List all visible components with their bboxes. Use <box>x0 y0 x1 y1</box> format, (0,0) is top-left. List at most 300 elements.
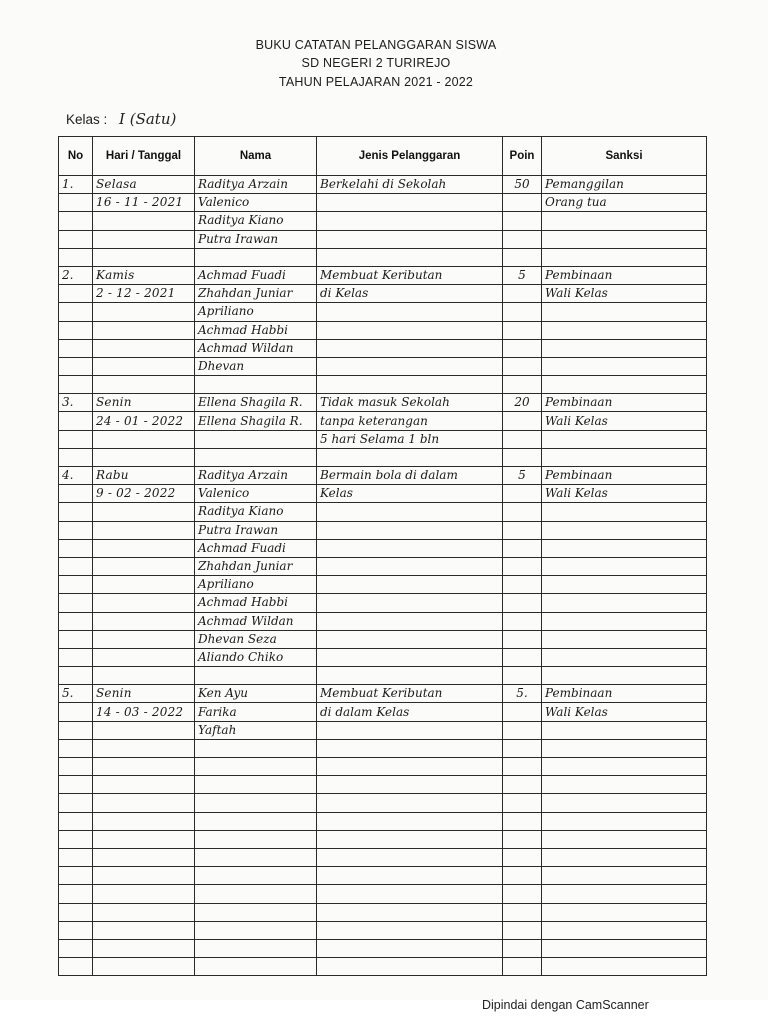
cell-points <box>503 630 542 648</box>
violation-table <box>58 136 707 976</box>
cell-sanction: Wali Kelas <box>542 703 707 721</box>
cell-points <box>503 448 542 466</box>
cell-date <box>93 357 195 375</box>
cell-date <box>93 212 195 230</box>
table-row <box>59 321 707 339</box>
table-row <box>59 430 707 448</box>
cell-points <box>503 539 542 557</box>
cell-date <box>93 521 195 539</box>
cell-points <box>503 285 542 303</box>
cell-violation <box>317 903 503 921</box>
cell-points <box>503 248 542 266</box>
cell-date <box>93 503 195 521</box>
cell-sanction: Pembinaan <box>542 685 707 703</box>
cell-points <box>503 194 542 212</box>
cell-points <box>503 303 542 321</box>
cell-date: Kamis <box>93 266 195 284</box>
cell-name: Ken Ayu <box>195 685 317 703</box>
table-row <box>59 612 707 630</box>
cell-points <box>503 794 542 812</box>
cell-no <box>59 739 93 757</box>
cell-sanction: Wali Kelas <box>542 485 707 503</box>
cell-name: Yaftah <box>195 721 317 739</box>
cell-violation <box>317 667 503 685</box>
cell-date <box>93 230 195 248</box>
cell-no <box>59 376 93 394</box>
cell-date <box>93 885 195 903</box>
cell-sanction <box>542 557 707 575</box>
cell-name <box>195 794 317 812</box>
cell-violation <box>317 867 503 885</box>
cell-no <box>59 448 93 466</box>
cell-date <box>93 921 195 939</box>
cell-name <box>195 430 317 448</box>
table-row <box>59 412 707 430</box>
table-row <box>59 758 707 776</box>
cell-name <box>195 885 317 903</box>
cell-points <box>503 939 542 957</box>
cell-sanction <box>542 303 707 321</box>
camscanner-watermark: Dipindai dengan CamScanner <box>482 998 649 1012</box>
table-row <box>59 685 707 703</box>
cell-date <box>93 430 195 448</box>
cell-sanction <box>542 430 707 448</box>
cell-violation: tanpa keterangan <box>317 412 503 430</box>
cell-violation <box>317 557 503 575</box>
cell-sanction <box>542 867 707 885</box>
table-row <box>59 467 707 485</box>
table-row <box>59 176 707 194</box>
cell-no <box>59 721 93 739</box>
table-row <box>59 576 707 594</box>
table-row <box>59 867 707 885</box>
cell-date: Senin <box>93 394 195 412</box>
cell-points: 5. <box>503 685 542 703</box>
cell-sanction <box>542 576 707 594</box>
cell-sanction <box>542 612 707 630</box>
cell-no <box>59 776 93 794</box>
table-row <box>59 376 707 394</box>
cell-name <box>195 667 317 685</box>
cell-points <box>503 376 542 394</box>
school-name: SD NEGERI 2 TURIREJO <box>301 56 451 70</box>
cell-violation <box>317 521 503 539</box>
cell-violation <box>317 303 503 321</box>
cell-name: Dhevan Seza <box>195 630 317 648</box>
cell-no <box>59 848 93 866</box>
table-row <box>59 812 707 830</box>
column-header-points: Poin <box>503 137 542 176</box>
table-row <box>59 212 707 230</box>
cell-points <box>503 576 542 594</box>
cell-no <box>59 412 93 430</box>
cell-name: Raditya Kiano <box>195 212 317 230</box>
cell-sanction <box>542 903 707 921</box>
cell-date <box>93 612 195 630</box>
cell-no <box>59 939 93 957</box>
cell-date <box>93 630 195 648</box>
cell-sanction: Orang tua <box>542 194 707 212</box>
cell-points <box>503 594 542 612</box>
table-row <box>59 539 707 557</box>
academic-year: TAHUN PELAJARAN 2021 - 2022 <box>278 75 474 89</box>
cell-points <box>503 830 542 848</box>
cell-violation <box>317 776 503 794</box>
cell-no <box>59 758 93 776</box>
cell-no: 4. <box>59 467 93 485</box>
cell-no <box>59 576 93 594</box>
cell-date: 9 - 02 - 2022 <box>93 485 195 503</box>
cell-date: Senin <box>93 685 195 703</box>
cell-name: Achmad Habbi <box>195 594 317 612</box>
cell-sanction <box>542 448 707 466</box>
cell-name: Ellena Shagila R. <box>195 412 317 430</box>
cell-name: Achmad Fuadi <box>195 539 317 557</box>
cell-name: Achmad Habbi <box>195 321 317 339</box>
cell-sanction <box>542 339 707 357</box>
cell-name: Achmad Fuadi <box>195 266 317 284</box>
table-row <box>59 739 707 757</box>
cell-no <box>59 612 93 630</box>
table-row <box>59 230 707 248</box>
table-row <box>59 794 707 812</box>
cell-no <box>59 539 93 557</box>
table-row <box>59 848 707 866</box>
cell-points <box>503 612 542 630</box>
cell-points <box>503 503 542 521</box>
cell-name <box>195 739 317 757</box>
cell-name: Zhahdan Juniar <box>195 557 317 575</box>
cell-name: Putra Irawan <box>195 230 317 248</box>
cell-date: Rabu <box>93 467 195 485</box>
cell-no <box>59 703 93 721</box>
cell-name: Apriliano <box>195 576 317 594</box>
cell-date: 16 - 11 - 2021 <box>93 194 195 212</box>
cell-points: 50 <box>503 176 542 194</box>
cell-name <box>195 776 317 794</box>
cell-violation: di dalam Kelas <box>317 703 503 721</box>
cell-no <box>59 667 93 685</box>
table-row <box>59 248 707 266</box>
cell-points <box>503 667 542 685</box>
table-row <box>59 958 707 976</box>
cell-no: 2. <box>59 266 93 284</box>
column-header-violation: Jenis Pelanggaran <box>317 137 503 176</box>
table-row <box>59 339 707 357</box>
table-row <box>59 667 707 685</box>
table-row <box>59 503 707 521</box>
table-row <box>59 921 707 939</box>
cell-date <box>93 776 195 794</box>
cell-no <box>59 557 93 575</box>
cell-violation: Membuat Keributan <box>317 266 503 284</box>
cell-violation <box>317 212 503 230</box>
cell-points <box>503 703 542 721</box>
cell-date <box>93 848 195 866</box>
cell-points <box>503 557 542 575</box>
cell-points: 5 <box>503 467 542 485</box>
cell-sanction <box>542 321 707 339</box>
cell-points <box>503 521 542 539</box>
cell-no <box>59 648 93 666</box>
cell-name <box>195 812 317 830</box>
cell-name: Raditya Arzain <box>195 176 317 194</box>
cell-violation <box>317 339 503 357</box>
table-row <box>59 521 707 539</box>
cell-name: Ellena Shagila R. <box>195 394 317 412</box>
cell-no <box>59 285 93 303</box>
cell-points <box>503 412 542 430</box>
class-label: Kelas : <box>66 112 108 127</box>
cell-points <box>503 321 542 339</box>
cell-violation <box>317 812 503 830</box>
cell-name: Putra Irawan <box>195 521 317 539</box>
cell-date <box>93 576 195 594</box>
table-row <box>59 648 707 666</box>
cell-sanction: Wali Kelas <box>542 412 707 430</box>
cell-violation <box>317 248 503 266</box>
cell-sanction <box>542 648 707 666</box>
class-line <box>66 110 176 128</box>
cell-no <box>59 248 93 266</box>
cell-violation <box>317 721 503 739</box>
cell-violation <box>317 885 503 903</box>
class-value: I (Satu) <box>119 110 177 128</box>
cell-points <box>503 648 542 666</box>
cell-sanction: Pembinaan <box>542 266 707 284</box>
table-row <box>59 939 707 957</box>
cell-name <box>195 848 317 866</box>
cell-date: Selasa <box>93 176 195 194</box>
cell-name <box>195 921 317 939</box>
document-title: BUKU CATATAN PELANGGARAN SISWA <box>255 38 497 52</box>
cell-name: Achmad Wildan <box>195 612 317 630</box>
table-header-row <box>59 137 707 176</box>
cell-violation <box>317 539 503 557</box>
table-row <box>59 485 707 503</box>
cell-sanction <box>542 376 707 394</box>
cell-no <box>59 903 93 921</box>
cell-date <box>93 448 195 466</box>
cell-sanction <box>542 248 707 266</box>
cell-date <box>93 303 195 321</box>
cell-sanction: Pembinaan <box>542 467 707 485</box>
cell-no <box>59 194 93 212</box>
cell-sanction: Wali Kelas <box>542 285 707 303</box>
cell-date <box>93 648 195 666</box>
cell-sanction: Pembinaan <box>542 394 707 412</box>
cell-points: 5 <box>503 266 542 284</box>
cell-date: 2 - 12 - 2021 <box>93 285 195 303</box>
cell-points <box>503 758 542 776</box>
cell-sanction <box>542 848 707 866</box>
cell-sanction <box>542 758 707 776</box>
cell-points: 20 <box>503 394 542 412</box>
column-header-date: Hari / Tanggal <box>93 137 195 176</box>
cell-sanction <box>542 812 707 830</box>
cell-name <box>195 248 317 266</box>
cell-no <box>59 230 93 248</box>
cell-no <box>59 830 93 848</box>
cell-sanction <box>542 721 707 739</box>
cell-date <box>93 248 195 266</box>
cell-sanction <box>542 594 707 612</box>
column-header-name: Nama <box>195 137 317 176</box>
table-row <box>59 776 707 794</box>
table-row <box>59 903 707 921</box>
cell-no <box>59 594 93 612</box>
cell-violation <box>317 758 503 776</box>
cell-sanction <box>542 521 707 539</box>
cell-sanction <box>542 885 707 903</box>
cell-violation <box>317 630 503 648</box>
cell-name: Achmad Wildan <box>195 339 317 357</box>
cell-name: Valenico <box>195 194 317 212</box>
table-row <box>59 194 707 212</box>
column-header-sanction: Sanksi <box>542 137 707 176</box>
cell-name <box>195 867 317 885</box>
cell-violation <box>317 230 503 248</box>
cell-violation: di Kelas <box>317 285 503 303</box>
cell-points <box>503 776 542 794</box>
cell-points <box>503 812 542 830</box>
cell-sanction <box>542 794 707 812</box>
cell-name: Apriliano <box>195 303 317 321</box>
cell-sanction <box>542 830 707 848</box>
cell-no <box>59 212 93 230</box>
cell-points <box>503 430 542 448</box>
cell-violation <box>317 739 503 757</box>
cell-sanction <box>542 503 707 521</box>
cell-points <box>503 339 542 357</box>
cell-no: 3. <box>59 394 93 412</box>
cell-no: 5. <box>59 685 93 703</box>
cell-name <box>195 939 317 957</box>
cell-date <box>93 539 195 557</box>
cell-violation <box>317 321 503 339</box>
cell-name: Valenico <box>195 485 317 503</box>
table-row <box>59 721 707 739</box>
cell-violation: Membuat Keributan <box>317 685 503 703</box>
cell-violation <box>317 958 503 976</box>
cell-date <box>93 667 195 685</box>
cell-violation: Bermain bola di dalam <box>317 467 503 485</box>
table-row <box>59 594 707 612</box>
cell-sanction <box>542 230 707 248</box>
cell-violation <box>317 612 503 630</box>
cell-date <box>93 376 195 394</box>
table-row <box>59 285 707 303</box>
cell-points <box>503 212 542 230</box>
cell-date <box>93 867 195 885</box>
cell-date: 24 - 01 - 2022 <box>93 412 195 430</box>
cell-date <box>93 758 195 776</box>
cell-sanction <box>542 212 707 230</box>
cell-date <box>93 321 195 339</box>
cell-sanction <box>542 921 707 939</box>
cell-violation: 5 hari Selama 1 bln <box>317 430 503 448</box>
table-row <box>59 448 707 466</box>
cell-date <box>93 339 195 357</box>
cell-violation: Tidak masuk Sekolah <box>317 394 503 412</box>
cell-name <box>195 958 317 976</box>
cell-date <box>93 794 195 812</box>
cell-name <box>195 758 317 776</box>
cell-violation: Kelas <box>317 485 503 503</box>
cell-points <box>503 958 542 976</box>
cell-name: Raditya Kiano <box>195 503 317 521</box>
cell-violation <box>317 939 503 957</box>
cell-date: 14 - 03 - 2022 <box>93 703 195 721</box>
cell-name: Aliando Chiko <box>195 648 317 666</box>
cell-sanction <box>542 667 707 685</box>
cell-date <box>93 939 195 957</box>
column-header-no: No <box>59 137 93 176</box>
cell-sanction <box>542 776 707 794</box>
cell-points <box>503 230 542 248</box>
cell-no <box>59 485 93 503</box>
cell-violation <box>317 376 503 394</box>
cell-violation <box>317 648 503 666</box>
cell-violation <box>317 830 503 848</box>
table-row <box>59 557 707 575</box>
cell-violation <box>317 194 503 212</box>
table-row <box>59 703 707 721</box>
cell-points <box>503 357 542 375</box>
cell-violation <box>317 357 503 375</box>
table-row <box>59 630 707 648</box>
cell-points <box>503 721 542 739</box>
cell-name <box>195 448 317 466</box>
cell-points <box>503 885 542 903</box>
cell-sanction <box>542 539 707 557</box>
cell-no <box>59 958 93 976</box>
cell-no <box>59 867 93 885</box>
cell-no <box>59 794 93 812</box>
cell-name: Raditya Arzain <box>195 467 317 485</box>
cell-sanction <box>542 939 707 957</box>
cell-no <box>59 921 93 939</box>
cell-violation <box>317 594 503 612</box>
cell-points <box>503 921 542 939</box>
cell-date <box>93 812 195 830</box>
cell-date <box>93 721 195 739</box>
table-row <box>59 394 707 412</box>
table-row <box>59 303 707 321</box>
cell-no <box>59 521 93 539</box>
cell-date <box>93 739 195 757</box>
table-row <box>59 266 707 284</box>
cell-name <box>195 830 317 848</box>
cell-no <box>59 503 93 521</box>
cell-sanction <box>542 357 707 375</box>
table-row <box>59 357 707 375</box>
cell-date <box>93 557 195 575</box>
cell-violation <box>317 921 503 939</box>
cell-date <box>93 958 195 976</box>
cell-name: Dhevan <box>195 357 317 375</box>
cell-sanction <box>542 630 707 648</box>
cell-violation <box>317 794 503 812</box>
cell-no <box>59 885 93 903</box>
cell-name: Farika <box>195 703 317 721</box>
cell-points <box>503 867 542 885</box>
cell-sanction <box>542 958 707 976</box>
cell-sanction <box>542 739 707 757</box>
table-row <box>59 830 707 848</box>
cell-no <box>59 357 93 375</box>
cell-name: Zhahdan Juniar <box>195 285 317 303</box>
